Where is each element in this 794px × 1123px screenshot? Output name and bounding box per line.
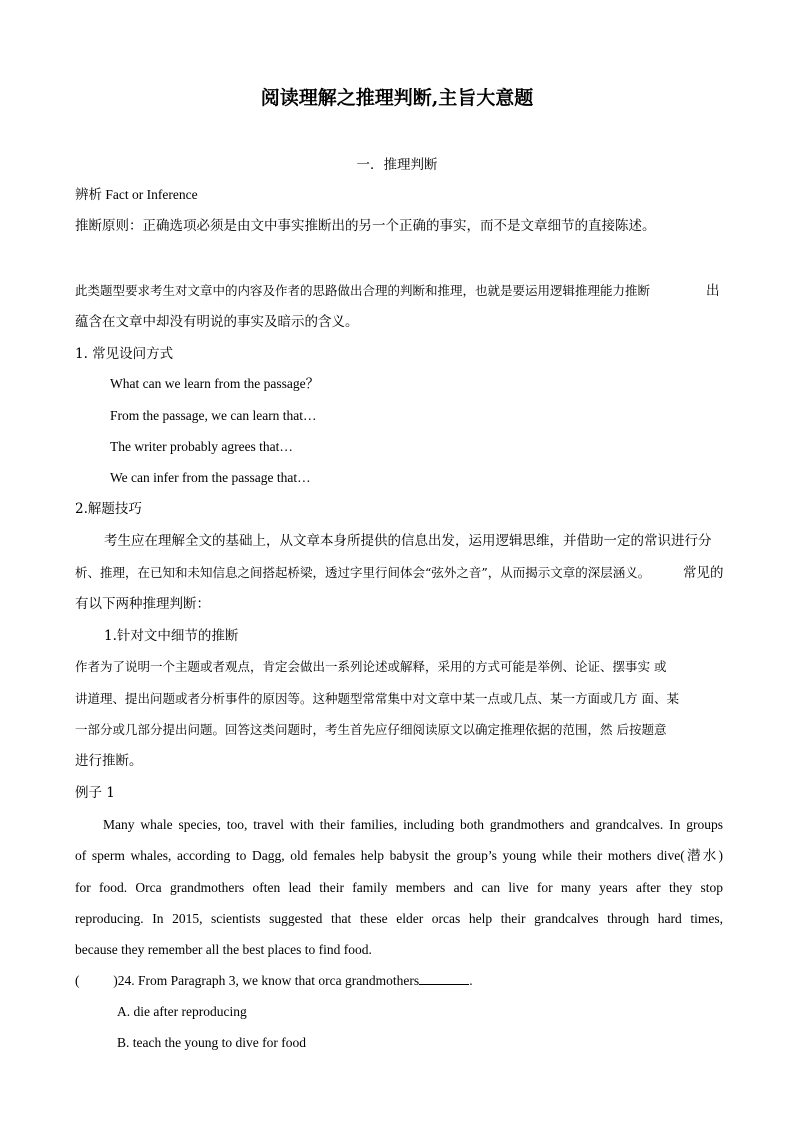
question-types-heading: 1. 常见设问方式 [75,346,174,362]
intro-line-1-end: 出 [706,283,720,299]
intro-line-1: 此类题型要求考生对文章中的内容及作者的思路做出合理的判断和推理，也就是要运用逻辑推理能力推断 [75,283,651,298]
tips-paragraph-line-2: 析、推理，在已知和未知信息之间搭起桥梁，透过字里行间体会“弦外之音”，从而揭示文章的深层涵义。 [75,565,651,580]
passage-line: of sperm whales, according to Dagg, old females help babysit the group’s young while their mothers dive(潜水) [75,848,723,863]
sub-heading-detail-inference: 1.针对文中细节的推断 [104,628,239,644]
tips-paragraph-line-3: 有以下两种推理判断： [75,596,210,612]
detail-paragraph-last-line: 进行推断。 [75,753,143,769]
detail-paragraph-line: 作者为了说明一个主题或者观点，肯定会做出一系列论述或解释，采用的方式可能是举例、论证、摆事实 或 [75,659,667,674]
passage-line: for food. Orca grandmothers often lead their family members and can live for many years after they stop [75,880,723,895]
intro-line-2: 蕴含在文章中却没有明说的事实及暗示的含义。 [75,314,359,330]
example-label: 例子 1 [75,785,115,801]
question-end: . [469,973,473,988]
passage-line: reproducing. In 2015, scientists suggested that these elder orcas help their grandcalves through hard times, [75,911,723,926]
document-title: 阅读理解之推理判断,主旨大意题 [260,87,534,109]
question-24 [75,971,473,991]
detail-paragraph-line: 讲道理、提出问题或者分析事件的原因等。这种题型常常集中对文章中某一点或几点、某一方面或几方 面、某 [75,691,679,706]
section-heading-inference: 一．推理判断 [356,157,438,173]
answer-blank[interactable] [419,972,469,985]
principle-line: 推断原则：正确选项必须是由文中事实推断出的另一个正确的事实，而不是文章细节的直接陈述。 [75,218,656,234]
passage-line: Many whale species, too, travel with their families, including both grandmothers and grandcalves. In groups [103,817,723,832]
detail-paragraph-line: 一部分或几部分提出问题。回答这类问题时，考生首先应仔细阅读原文以确定推理依据的范围，然 后按题意 [75,722,667,737]
passage-last-line: because they remember all the best places to find food. [75,942,372,957]
option-a: A. die after reproducing [117,1004,247,1019]
question-type-item: We can infer from the passage that… [110,470,311,485]
option-b: B. teach the young to dive for food [117,1035,306,1050]
question-type-item: From the passage, we can learn that… [110,408,317,423]
question-type-item: The writer probably agrees that… [110,439,293,454]
question-text: 24. From Paragraph 3, we know that orca grandmothers [117,973,420,988]
answer-bracket[interactable]: ( ) [75,973,118,988]
tips-paragraph-line-2-end: 常见的 [683,565,724,581]
tips-paragraph-line-1: 考生应在理解全文的基础上，从文章本身所提供的信息出发，运用逻辑思维，并借助一定的常识进行分 [104,533,712,549]
question-type-item: What can we learn from the passage？ [110,376,320,391]
analysis-line: 辨析 Fact or Inference [75,187,198,202]
tips-heading: 2.解题技巧 [75,501,142,517]
